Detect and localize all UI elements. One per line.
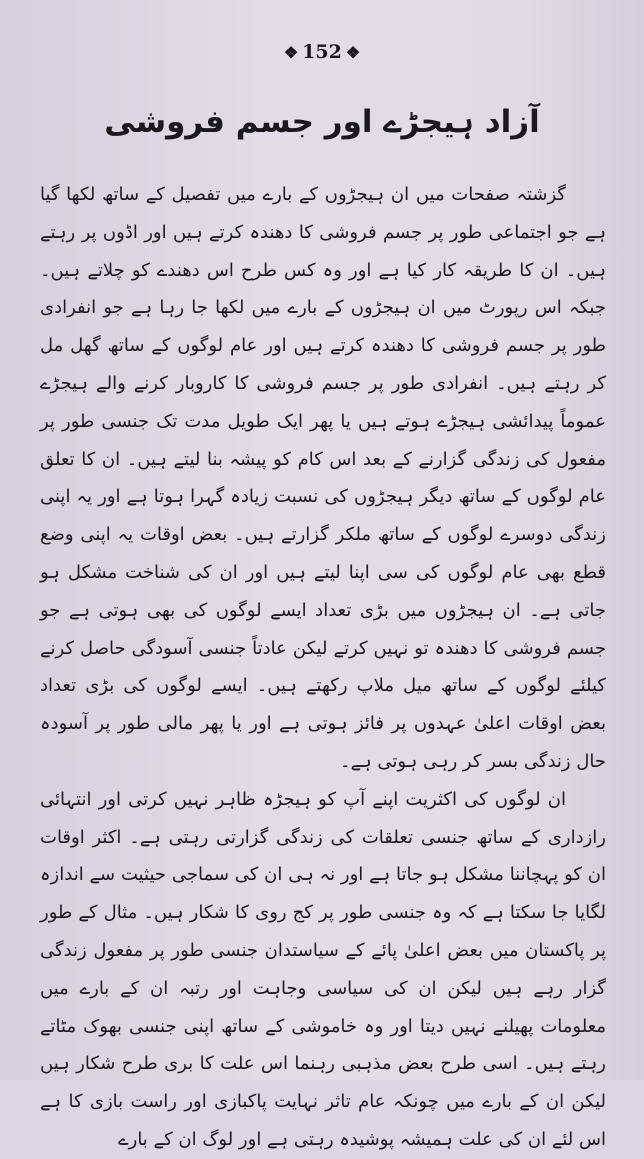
chapter-title: آزاد ہیجڑے اور جسم فروشی	[104, 104, 540, 140]
paragraph-2: ان لوگوں کی اکثریت اپنے آپ کو ہیجڑہ ظاہر نہیں کرتی اور انتہائی رازداری کے ساتھ جنسی تعلقات کی زندگی گزارتی رہتی ہے۔ اکثر اوقات ان کو پہچاننا مشکل ہو جاتا ہے اور نہ ہی ان کی سماجی حیثیت سے اندازہ لگایا جا سکتا ہے کہ وہ جنسی طور پر کج روی کا شکار ہیں۔ مثال کے طور پر پاکستان میں بعض اعلیٰ پائے کے سیاستدان جنسی طور پر مفعول زندگی گزار رہے ہیں لیکن ان کی سیاسی وجاہت اور رتبہ ان کے بارے میں معلومات پھیلنے نہیں دیتا اور وہ خاموشی کے ساتھ اپنی جنسی بھوک مٹاتے رہتے ہیں۔ اسی طرح بعض مذہبی رہنما اس علت کا بری طرح شکار ہیں لیکن ان کے بارے میں چونکہ عام تاثر نہایت پاکبازی اور راست بازی کا ہے اس لئے ان کی علت ہمیشہ پوشیدہ رہتی ہے اور لوگ ان کے بارے	[40, 788, 606, 1150]
ornament-right-icon: ❖	[345, 42, 361, 62]
page-number: 152	[302, 41, 342, 63]
page-number-header	[0, 40, 644, 63]
ornament-left-icon: ❖	[283, 42, 299, 62]
body-text	[40, 176, 606, 1159]
paragraph-1: گزشتہ صفحات میں ان ہیجڑوں کے بارے میں تفصیل کے ساتھ لکھا گیا ہے جو اجتماعی طور پر جسم فروشی کا دھندہ کرتے ہیں اور اڈوں پر رہتے ہیں۔ ان کا طریقہ کار کیا ہے اور وہ کس طرح اس دھندے کو چلاتے ہیں۔ جبکہ اس رپورٹ میں ان ہیجڑوں کے بارے میں لکھا جا رہا ہے جو انفرادی طور پر جسم فروشی کا دھندہ کرتے ہیں اور عام لوگوں کے ساتھ گھل مل کر رہتے ہیں۔ انفرادی طور پر جسم فروشی کا کاروبار کرنے والے ہیجڑے عموماً پیدائشی ہیجڑے ہوتے ہیں یا پھر ایک طویل مدت تک جنسی طور پر مفعول کی زندگی گزارنے کے بعد اس کام کو پیشہ بنا لیتے ہیں۔ ان کا تعلق عام لوگوں کے ساتھ دیگر ہیجڑوں کی نسبت زیادہ گہرا ہوتا ہے اور یہ اپنی زندگی دوسرے لوگوں کے ساتھ ملکر گزارتے ہیں۔ بعض اوقات یہ اپنی وضع قطع بھی عام لوگوں کی سی اپنا لیتے ہیں اور ان کی شناخت مشکل ہو جاتی ہے۔ ان ہیجڑوں میں بڑی تعداد ایسے لوگوں کی بھی ہوتی ہے جو جسم فروشی کا دھندہ تو نہیں کرتے لیکن عادتاً جنسی آسودگی حاصل کرنے کیلئے لوگوں کے ساتھ میل ملاپ رکھتے ہیں۔ ایسے لوگوں کی بڑی تعداد بعض اوقات اعلیٰ عہدوں پر فائز ہوتی ہے اور یا پھر مالی طور پر آسودہ حال زندگی بسر کر رہی ہوتی ہے۔	[40, 184, 606, 772]
